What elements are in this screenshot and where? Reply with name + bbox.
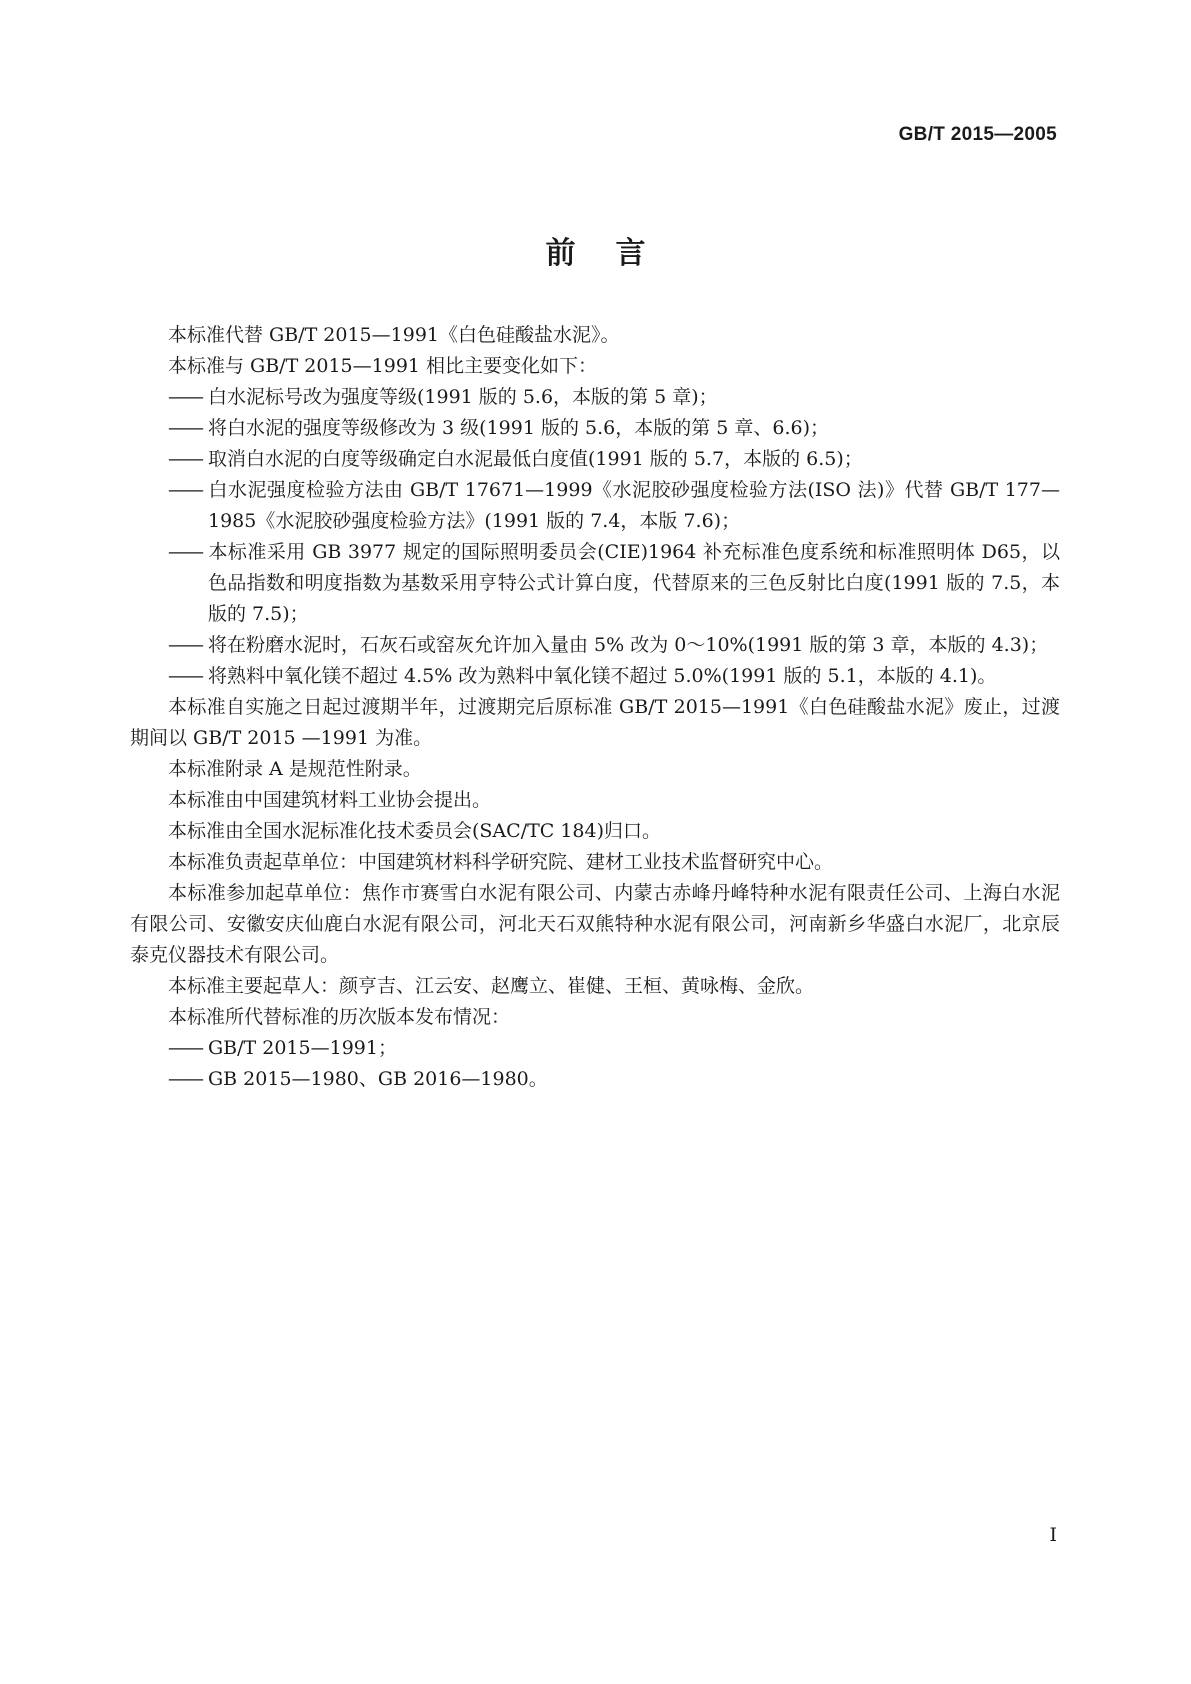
change-item xyxy=(130,630,1060,661)
dash-marker: —— xyxy=(168,386,202,408)
paragraph-participating-units: 本标准参加起草单位：焦作市赛雪白水泥有限公司、内蒙古赤峰丹峰特种水泥有限责任公司、上海白水泥有限公司、安徽安庆仙鹿白水泥有限公司，河北天石双熊特种水泥有限公司，河南新乡华盛白水泥厂，北京辰泰克仪器技术有限公司。 xyxy=(130,882,1060,966)
standard-code: GB/T 2015—2005 xyxy=(898,124,1057,145)
change-item xyxy=(130,475,1060,537)
paragraph-replaces: 本标准代替 GB/T 2015—1991《白色硅酸盐水泥》。 xyxy=(168,324,620,346)
foreword-body xyxy=(130,320,1060,1095)
paragraph-proposer: 本标准由中国建筑材料工业协会提出。 xyxy=(168,789,492,811)
paragraph-drafters: 本标准主要起草人：颜亨吉、江云安、赵鹰立、崔健、王桓、黄咏梅、金欣。 xyxy=(168,975,815,997)
change-item-text: 将熟料中氧化镁不超过 4.5% 改为熟料中氧化镁不超过 5.0%(1991 版的 5.1，本版的 4.1)。 xyxy=(208,665,997,687)
dash-marker: —— xyxy=(168,1068,202,1090)
change-item xyxy=(130,413,1060,444)
change-item-text: 取消白水泥的白度等级确定白水泥最低白度值(1991 版的 5.7，本版的 6.5)； xyxy=(208,448,863,470)
history-item xyxy=(130,1064,1060,1095)
history-item-text: GB 2015—1980、GB 2016—1980。 xyxy=(208,1068,548,1090)
dash-marker: —— xyxy=(168,479,202,501)
change-item-text: 将白水泥的强度等级修改为 3 级(1991 版的 5.6，本版的第 5 章、6.6)； xyxy=(208,417,830,439)
change-item xyxy=(130,382,1060,413)
paragraph-drafting-unit: 本标准负责起草单位：中国建筑材料科学研究院、建材工业技术监督研究中心。 xyxy=(168,851,834,873)
history-item xyxy=(130,1033,1060,1064)
paragraph-history-intro: 本标准所代替标准的历次版本发布情况： xyxy=(168,1006,511,1028)
page-title: 前言 xyxy=(545,236,686,271)
change-item xyxy=(130,444,1060,475)
paragraph-committee: 本标准由全国水泥标准化技术委员会(SAC/TC 184)归口。 xyxy=(168,820,662,842)
change-item-text: 本标准采用 GB 3977 规定的国际照明委员会(CIE)1964 补充标准色度系统和标准照明体 D65，以色品指数和明度指数为基数采用亨特公式计算白度，代替原来的三色反射比白度(1991 版的 7.5，本版的 7.5)； xyxy=(208,541,1060,625)
change-item xyxy=(130,537,1060,630)
change-item-text: 白水泥强度检验方法由 GB/T 17671—1999《水泥胶砂强度检验方法(ISO 法)》代替 GB/T 177—1985《水泥胶砂强度检验方法》(1991 版的 7.4，本版 7.6)； xyxy=(208,479,1060,532)
dash-marker: —— xyxy=(168,634,202,656)
history-item-text: GB/T 2015—1991； xyxy=(208,1037,397,1059)
dash-marker: —— xyxy=(168,1037,202,1059)
paragraph-changes-intro: 本标准与 GB/T 2015—1991 相比主要变化如下： xyxy=(168,355,598,377)
dash-marker: —— xyxy=(168,541,202,563)
paragraph-annex: 本标准附录 A 是规范性附录。 xyxy=(168,758,422,780)
dash-marker: —— xyxy=(168,417,202,439)
change-item-text: 将在粉磨水泥时，石灰石或窑灰允许加入量由 5% 改为 0～10%(1991 版的第 3 章，本版的 4.3)； xyxy=(208,634,1049,656)
change-item-text: 白水泥标号改为强度等级(1991 版的 5.6，本版的第 5 章)； xyxy=(208,386,718,408)
dash-marker: —— xyxy=(168,448,202,470)
paragraph-transition: 本标准自实施之日起过渡期半年，过渡期完后原标准 GB/T 2015—1991《白色硅酸盐水泥》废止，过渡期间以 GB/T 2015 —1991 为准。 xyxy=(130,696,1060,749)
change-item xyxy=(130,661,1060,692)
page-number: I xyxy=(1049,1524,1057,1546)
dash-marker: —— xyxy=(168,665,202,687)
